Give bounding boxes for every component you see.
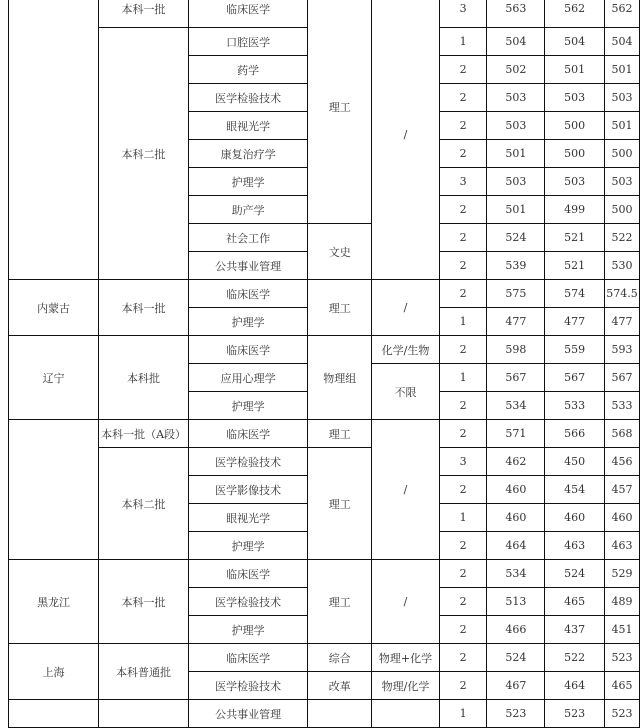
max-score-cell: 464 bbox=[487, 532, 545, 560]
major-cell: 临床医学 bbox=[188, 420, 307, 448]
plan-count-cell: 2 bbox=[439, 252, 487, 280]
min-score-cell: 523 bbox=[545, 700, 605, 728]
plan-count-cell: 2 bbox=[439, 672, 487, 700]
avg-score-cell: 451 bbox=[605, 616, 640, 644]
plan-count-cell: 3 bbox=[439, 0, 487, 28]
min-score-cell: 522 bbox=[545, 644, 605, 672]
plan-count-cell: 1 bbox=[439, 504, 487, 532]
max-score-cell: 503 bbox=[487, 168, 545, 196]
avg-score-cell: 567 bbox=[605, 364, 640, 392]
subject-req-cell: 不限 bbox=[372, 364, 440, 420]
avg-score-cell: 503 bbox=[605, 168, 640, 196]
plan-count-cell: 3 bbox=[439, 448, 487, 476]
min-score-cell: 566 bbox=[545, 420, 605, 448]
table-row bbox=[9, 448, 640, 476]
avg-score-cell: 530 bbox=[605, 252, 640, 280]
min-score-cell: 465 bbox=[545, 588, 605, 616]
min-score-cell: 562 bbox=[545, 0, 605, 28]
batch-cell: 本科一批 bbox=[99, 560, 189, 644]
table-row bbox=[9, 560, 640, 588]
province-cell bbox=[9, 420, 99, 560]
min-score-cell: 460 bbox=[545, 504, 605, 532]
major-cell: 临床医学 bbox=[188, 0, 307, 28]
category-cell: 理工 bbox=[308, 448, 372, 560]
category-cell: 理工 bbox=[308, 0, 372, 224]
province-cell: 上海 bbox=[9, 644, 99, 700]
province-cell bbox=[9, 700, 99, 728]
category-cell: 理工 bbox=[308, 280, 372, 336]
avg-score-cell: 568 bbox=[605, 420, 640, 448]
major-cell: 眼视光学 bbox=[188, 112, 307, 140]
max-score-cell: 502 bbox=[487, 56, 545, 84]
max-score-cell: 575 bbox=[487, 280, 545, 308]
table-row bbox=[9, 280, 640, 308]
table-row bbox=[9, 644, 640, 672]
avg-score-cell: 562 bbox=[605, 0, 640, 28]
major-cell: 临床医学 bbox=[188, 280, 307, 308]
max-score-cell: 504 bbox=[487, 28, 545, 56]
max-score-cell: 567 bbox=[487, 364, 545, 392]
min-score-cell: 567 bbox=[545, 364, 605, 392]
avg-score-cell: 500 bbox=[605, 196, 640, 224]
subject-req-cell: 物理+化学 bbox=[372, 644, 440, 672]
major-cell: 护理学 bbox=[188, 308, 307, 336]
category-cell: 改革 bbox=[308, 672, 372, 700]
avg-score-cell: 501 bbox=[605, 56, 640, 84]
batch-cell: 本科一批（A段） bbox=[99, 420, 189, 448]
avg-score-cell: 504 bbox=[605, 28, 640, 56]
avg-score-cell: 460 bbox=[605, 504, 640, 532]
major-cell: 口腔医学 bbox=[188, 28, 307, 56]
table-row bbox=[9, 336, 640, 364]
category-cell: 理工 bbox=[308, 560, 372, 644]
major-cell: 临床医学 bbox=[188, 336, 307, 364]
min-score-cell: 477 bbox=[545, 308, 605, 336]
plan-count-cell: 2 bbox=[439, 336, 487, 364]
max-score-cell: 501 bbox=[487, 140, 545, 168]
major-cell: 医学检验技术 bbox=[188, 448, 307, 476]
min-score-cell: 503 bbox=[545, 84, 605, 112]
max-score-cell: 503 bbox=[487, 84, 545, 112]
major-cell: 眼视光学 bbox=[188, 504, 307, 532]
max-score-cell: 503 bbox=[487, 112, 545, 140]
avg-score-cell: 574.5 bbox=[605, 280, 640, 308]
major-cell: 医学检验技术 bbox=[188, 84, 307, 112]
max-score-cell: 563 bbox=[487, 0, 545, 28]
category-cell: 理工 bbox=[308, 420, 372, 448]
avg-score-cell: 465 bbox=[605, 672, 640, 700]
province-cell: 内蒙古 bbox=[9, 280, 99, 336]
min-score-cell: 524 bbox=[545, 560, 605, 588]
subject-req-cell: / bbox=[372, 0, 440, 280]
min-score-cell: 503 bbox=[545, 168, 605, 196]
plan-count-cell: 2 bbox=[439, 224, 487, 252]
avg-score-cell: 457 bbox=[605, 476, 640, 504]
category-cell bbox=[308, 700, 372, 728]
avg-score-cell: 523 bbox=[605, 700, 640, 728]
max-score-cell: 571 bbox=[487, 420, 545, 448]
avg-score-cell: 529 bbox=[605, 560, 640, 588]
min-score-cell: 521 bbox=[545, 252, 605, 280]
max-score-cell: 477 bbox=[487, 308, 545, 336]
plan-count-cell: 1 bbox=[439, 700, 487, 728]
min-score-cell: 574 bbox=[545, 280, 605, 308]
plan-count-cell: 2 bbox=[439, 560, 487, 588]
plan-count-cell: 2 bbox=[439, 140, 487, 168]
plan-count-cell: 3 bbox=[439, 168, 487, 196]
major-cell: 康复治疗学 bbox=[188, 140, 307, 168]
max-score-cell: 460 bbox=[487, 504, 545, 532]
plan-count-cell: 1 bbox=[439, 308, 487, 336]
batch-cell: 本科一批 bbox=[99, 280, 189, 336]
major-cell: 公共事业管理 bbox=[188, 700, 307, 728]
min-score-cell: 454 bbox=[545, 476, 605, 504]
avg-score-cell: 500 bbox=[605, 140, 640, 168]
max-score-cell: 524 bbox=[487, 224, 545, 252]
batch-cell bbox=[99, 700, 189, 728]
major-cell: 医学影像技术 bbox=[188, 476, 307, 504]
avg-score-cell: 533 bbox=[605, 392, 640, 420]
plan-count-cell: 2 bbox=[439, 280, 487, 308]
major-cell: 护理学 bbox=[188, 168, 307, 196]
subject-req-cell: 物理/化学 bbox=[372, 672, 440, 700]
plan-count-cell: 2 bbox=[439, 112, 487, 140]
plan-count-cell: 2 bbox=[439, 588, 487, 616]
avg-score-cell: 523 bbox=[605, 644, 640, 672]
max-score-cell: 467 bbox=[487, 672, 545, 700]
subject-req-cell: 化学/生物 bbox=[372, 336, 440, 364]
major-cell: 护理学 bbox=[188, 616, 307, 644]
category-cell: 综合 bbox=[308, 644, 372, 672]
plan-count-cell: 2 bbox=[439, 532, 487, 560]
max-score-cell: 534 bbox=[487, 392, 545, 420]
table-row bbox=[9, 0, 640, 28]
avg-score-cell: 501 bbox=[605, 112, 640, 140]
subject-req-cell: / bbox=[372, 560, 440, 644]
major-cell: 药学 bbox=[188, 56, 307, 84]
table-row bbox=[9, 700, 640, 728]
major-cell: 医学检验技术 bbox=[188, 672, 307, 700]
major-cell: 公共事业管理 bbox=[188, 252, 307, 280]
category-cell: 物理组 bbox=[308, 336, 372, 420]
plan-count-cell: 2 bbox=[439, 196, 487, 224]
plan-count-cell: 2 bbox=[439, 84, 487, 112]
min-score-cell: 464 bbox=[545, 672, 605, 700]
max-score-cell: 513 bbox=[487, 588, 545, 616]
province-cell bbox=[9, 0, 99, 280]
table-row bbox=[9, 420, 640, 448]
avg-score-cell: 593 bbox=[605, 336, 640, 364]
max-score-cell: 462 bbox=[487, 448, 545, 476]
major-cell: 助产学 bbox=[188, 196, 307, 224]
max-score-cell: 539 bbox=[487, 252, 545, 280]
avg-score-cell: 456 bbox=[605, 448, 640, 476]
min-score-cell: 521 bbox=[545, 224, 605, 252]
category-cell: 文史 bbox=[308, 224, 372, 280]
plan-count-cell: 2 bbox=[439, 476, 487, 504]
avg-score-cell: 477 bbox=[605, 308, 640, 336]
max-score-cell: 524 bbox=[487, 644, 545, 672]
avg-score-cell: 522 bbox=[605, 224, 640, 252]
batch-cell: 本科二批 bbox=[99, 448, 189, 560]
batch-cell: 本科二批 bbox=[99, 28, 189, 280]
avg-score-cell: 463 bbox=[605, 532, 640, 560]
min-score-cell: 501 bbox=[545, 56, 605, 84]
min-score-cell: 559 bbox=[545, 336, 605, 364]
max-score-cell: 466 bbox=[487, 616, 545, 644]
max-score-cell: 501 bbox=[487, 196, 545, 224]
province-cell: 黑龙江 bbox=[9, 560, 99, 644]
subject-req-cell: / bbox=[372, 420, 440, 560]
batch-cell: 本科普通批 bbox=[99, 644, 189, 700]
min-score-cell: 500 bbox=[545, 140, 605, 168]
major-cell: 临床医学 bbox=[188, 644, 307, 672]
batch-cell: 本科批 bbox=[99, 336, 189, 420]
major-cell: 临床医学 bbox=[188, 560, 307, 588]
min-score-cell: 533 bbox=[545, 392, 605, 420]
max-score-cell: 523 bbox=[487, 700, 545, 728]
subject-req-cell bbox=[372, 700, 440, 728]
avg-score-cell: 489 bbox=[605, 588, 640, 616]
plan-count-cell: 1 bbox=[439, 28, 487, 56]
plan-count-cell: 2 bbox=[439, 616, 487, 644]
max-score-cell: 534 bbox=[487, 560, 545, 588]
major-cell: 医学检验技术 bbox=[188, 588, 307, 616]
major-cell: 应用心理学 bbox=[188, 364, 307, 392]
major-cell: 护理学 bbox=[188, 532, 307, 560]
major-cell: 社会工作 bbox=[188, 224, 307, 252]
plan-count-cell: 2 bbox=[439, 644, 487, 672]
min-score-cell: 504 bbox=[545, 28, 605, 56]
min-score-cell: 499 bbox=[545, 196, 605, 224]
max-score-cell: 598 bbox=[487, 336, 545, 364]
avg-score-cell: 503 bbox=[605, 84, 640, 112]
plan-count-cell: 2 bbox=[439, 392, 487, 420]
min-score-cell: 500 bbox=[545, 112, 605, 140]
max-score-cell: 460 bbox=[487, 476, 545, 504]
province-cell: 辽宁 bbox=[9, 336, 99, 420]
major-cell: 护理学 bbox=[188, 392, 307, 420]
min-score-cell: 437 bbox=[545, 616, 605, 644]
min-score-cell: 463 bbox=[545, 532, 605, 560]
admission-score-table bbox=[8, 0, 640, 728]
min-score-cell: 450 bbox=[545, 448, 605, 476]
subject-req-cell: / bbox=[372, 280, 440, 336]
plan-count-cell: 2 bbox=[439, 420, 487, 448]
plan-count-cell: 1 bbox=[439, 364, 487, 392]
batch-cell: 本科一批 bbox=[99, 0, 189, 28]
plan-count-cell: 2 bbox=[439, 56, 487, 84]
